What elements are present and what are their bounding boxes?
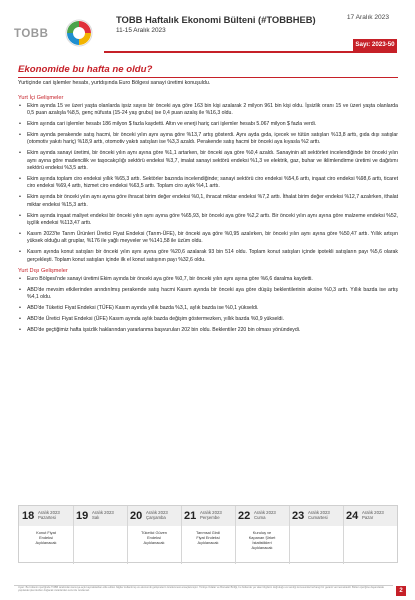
calendar-event-line: İstatistikleri [252, 540, 272, 545]
calendar-day-date [92, 510, 114, 520]
bulletin-period: 11-15 Aralık 2023 [116, 27, 166, 34]
list-item: • Ekim ayında cari işlemler hesabı 186 milyon $ fazla kaydetti. Altın ve enerji hariç cari işlemler hesabı 5.067 milyon $ fazla verdi. [18, 121, 398, 128]
calendar-day-number: 21 [184, 510, 197, 522]
calendar-day-date [146, 510, 168, 520]
list-item: • ABD'de Üretici Fiyat Endeksi (ÜFE) Kasım ayında aylık bazda değişim göstermezken, yıllık bazda %0,9 yükseldi. [18, 316, 398, 323]
calendar-day-number: 18 [22, 510, 35, 522]
calendar-day-events [21, 530, 71, 545]
list-item: • Ekim ayında bir önceki yılın aynı ayına göre ihracat birim değer endeksi %0,1, ihracat miktar endeksi %7,2 arttı. İthalat birim değer endeksi %12,7 azalırken, ithalat miktar endeksi %15,3 arttı. [18, 194, 398, 209]
section-title-rule [18, 77, 398, 78]
page-number: 2 [396, 586, 406, 596]
calendar-day-weekday: Pazartesi [38, 515, 56, 520]
foreign-heading: Yurt Dışı Gelişmeler [18, 267, 68, 274]
calendar-day-month: Aralık 2023 [362, 510, 384, 515]
calendar-event-line: Kapanan Şirket [248, 535, 276, 540]
calendar-day-number: 22 [238, 510, 251, 522]
calendar-day-weekday: Salı [92, 515, 100, 520]
calendar-event-line: Açıklanacak [197, 540, 219, 545]
calendar-day-month: Aralık 2023 [308, 510, 330, 515]
calendar-day-weekday: Perşembe [200, 515, 220, 520]
section-intro: Yurtiçinde cari işlemler hesabı, yurtdışında Euro Bölgesi sanayi üretimi konuşuldu. [18, 79, 211, 86]
list-item: • Ekim ayında perakende satış hacmi, bir önceki yılın aynı ayına göre %13,7 artış gösterdi. Aynı ayda gıda, içecek ve tütün satışları %13,8 arttı, gıda dışı satışlar (otomotiv yakıtı hariç) %18,9 arttı, otomotiv yakıtı satışları ise %3,3 azaldı. Perakende satış hacmi bir önceki aya kıyasla %2 arttı. [18, 132, 398, 147]
calendar-event-line: Açıklanacak [143, 540, 165, 545]
calendar-event-line: Endeksi [147, 535, 161, 540]
page-header [0, 0, 415, 58]
header-divider [104, 51, 397, 53]
calendar-day-number: 24 [346, 510, 359, 522]
calendar-day-number: 19 [76, 510, 89, 522]
tobb-emblem-icon [64, 18, 94, 48]
calendar-day-weekday: Çarşamba [146, 515, 166, 520]
calendar-day-month: Aralık 2023 [254, 510, 276, 515]
calendar-day-weekday: Cuma [254, 515, 266, 520]
calendar-day-date [308, 510, 330, 520]
calendar-day-events [129, 530, 179, 545]
calendar-day [235, 506, 289, 564]
disclaimer-text: Uyarı: Bu bültenin içeriğinde TOBB tarafından kamuya açık kaynaklardan elde edilen bilgiler kullanılmış ve ekonomik gelişmelerin özetlenmesi amaçlanmıştır. Türkiye Odalar ve Borsalar Birliği, bu bültende yer alan bilgilerin doğruluğu ve tamlığı konusunda herhangi bir garanti vermemektedir. Bülten içeriğine dayanılarak yapılacak işlemlerden doğacak zararlardan sorumlu tutulamaz. [18, 586, 384, 593]
calendar-day-date [362, 510, 384, 520]
domestic-heading: Yurt İçi Gelişmeler [18, 94, 64, 101]
calendar-day [343, 506, 398, 564]
calendar-day-month: Aralık 2023 [38, 510, 60, 515]
calendar-day-date [254, 510, 276, 520]
list-item: • Kasım 2023'te Tarım Ürünleri Üretici Fiyat Endeksi (Tarım-ÜFE), bir önceki aya göre %0,95 azalırken, bir önceki yılın aynı ayına göre %50,47 arttı. Yıllık artışın yüksek olduğu alt gruplar, %176 ile yağlı meyveler ve %141,58 ile üzüm oldu. [18, 231, 398, 246]
list-item: • Ekim ayında sanayi üretimi, bir önceki yılın aynı ayına göre %1,1 artarken, bir önceki aya göre %0,4 azaldı. Sanayinin alt sektörleri incelendiğinde bir önceki yılın aynı ayına göre madencilik ve taşocakçılığı sektörü endeksi %3,7, imalat sanayi sektörü endeksi %1,3 ve elektrik, gaz, buhar ve iklimlendirme üretimi ve dağıtımı sektörü endeksi %3,5 arttı. [18, 150, 398, 172]
calendar-day [19, 506, 73, 564]
calendar-day-weekday: Cumartesi [308, 515, 328, 520]
list-item: • ABD'de geçtiğimiz hafta işsizlik haklarından yararlanma başvuruları 202 bin oldu. Beklentiler 220 bin olması yönündeydi. [18, 327, 398, 334]
list-item: • Ekim ayında toplam ciro endeksi yıllık %65,3 arttı. Sektörler bazında incelendiğinde; sanayi sektörü ciro endeksi %54,6 arttı, inşaat ciro endeksi %98,6 arttı, ticaret ciro endeksi %69,4 arttı, hizmet ciro endeksi %63,5 arttı. Toplam ciro aylık %4,1 arttı. [18, 176, 398, 191]
issue-badge: Sayı: 2023-50 [353, 39, 397, 51]
calendar-event-line: Tüketici Güven [141, 530, 167, 535]
calendar-day-events [183, 530, 233, 545]
calendar-day-number: 23 [292, 510, 305, 522]
list-item: • ABD'de mevsim etkilerinden arındırılmış perakende satış hacmi Kasım ayında bir önceki aya göre düşüş beklentilerinin aksine %0,3 arttı. Yıllık bazda ise artış %4,1 oldu. [18, 287, 398, 302]
main-content [18, 64, 398, 338]
calendar-event-line: Endeksi [39, 535, 53, 540]
calendar-event-line: Konut Fiyat [36, 530, 56, 535]
calendar-day-number: 20 [130, 510, 143, 522]
calendar-day-month: Aralık 2023 [92, 510, 114, 515]
calendar-day-weekday: Pazar [362, 515, 374, 520]
section-title: Ekonomide bu hafta ne oldu? [18, 64, 153, 75]
calendar-day-month: Aralık 2023 [200, 510, 222, 515]
calendar-event-line: Açıklanacak [35, 540, 57, 545]
calendar-event-line: Kuruluş ve [252, 530, 272, 535]
weekly-calendar [18, 505, 398, 563]
calendar-event-line: Fiyat Endeksi [196, 535, 220, 540]
list-item: • ABD'de Tüketici Fiyat Endeksi (TÜFE) Kasım ayında yıllık bazda %3,1, aylık bazda ise %0,1 yükseldi. [18, 305, 398, 312]
calendar-event-line: Tarımsal Girdi [196, 530, 220, 535]
list-item: • Ekim ayında inşaat maliyet endeksi bir önceki yılın aynı ayına göre %65,93, bir önceki aya göre %2,2 arttı. Bir önceki yılın aynı ayına göre malzeme endeksi %52, işçilik endeksi %113,47 arttı. [18, 213, 398, 228]
calendar-day [181, 506, 235, 564]
calendar-day [73, 506, 127, 564]
bulletin-title: TOBB Haftalık Ekonomi Bülteni (#TOBBHEB) [116, 14, 316, 25]
domestic-list [18, 103, 398, 264]
bulletin-date: 17 Aralık 2023 [346, 14, 389, 21]
calendar-day-month: Aralık 2023 [146, 510, 168, 515]
calendar-event-line: Açıklanacak [251, 545, 273, 550]
foreign-list [18, 276, 398, 334]
calendar-day-events [237, 530, 287, 550]
list-item: • Kasım ayında konut satışları bir önceki yılın aynı ayına göre %20,6 azalarak 93 bin 514 oldu. Toplam konut satışları içinde ipotekli satışların payı %5,6 olarak gerçekleşti. Toplam konut satışları içinde ilk el konut satışının payı %32,6 oldu. [18, 249, 398, 264]
calendar-day [289, 506, 343, 564]
calendar-day-date [38, 510, 60, 520]
list-item: • Euro Bölgesi'nde sanayi üretimi Ekim ayında bir önceki aya göre %0,7, bir önceki yılın aynı ayına göre %6,6 daralma kaydetti. [18, 276, 398, 283]
calendar-day-date [200, 510, 222, 520]
list-item: • Ekim ayında 15 ve üzeri yaşta olanlarda işsiz sayısı bir önceki aya göre 163 bin kişi azalarak 2 milyon 961 bin kişi oldu. İşsizlik oranı 15 ve üzeri yaşta olanlarda 0,5 puan azalışla %8,5, genç nüfusta (15-24 yaş grubu) ise 0,4 puan azalış ile %16,3 oldu. [18, 103, 398, 118]
tobb-logo: TOBB [14, 28, 49, 40]
calendar-day [127, 506, 181, 564]
